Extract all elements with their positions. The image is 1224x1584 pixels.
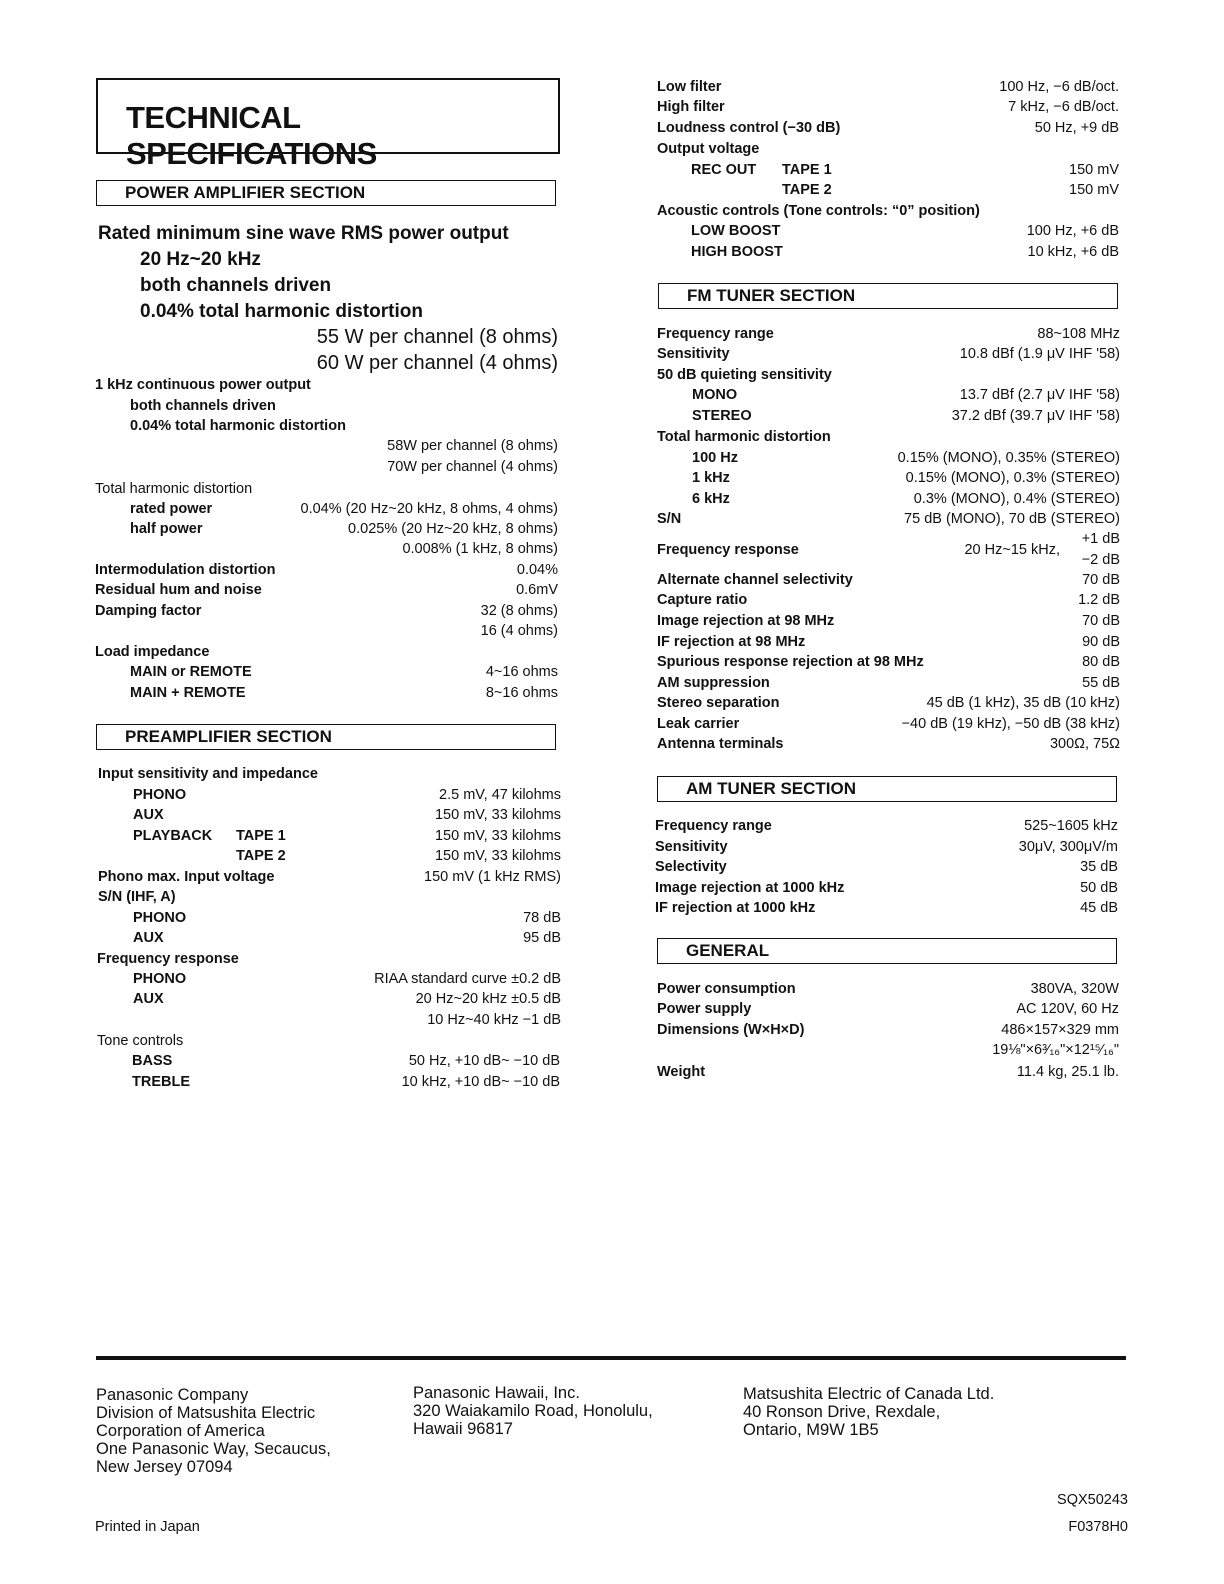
am-sensitivity-label: Sensitivity bbox=[655, 839, 728, 855]
rated-power-row bbox=[130, 501, 558, 521]
power-supply-value: AC 120V, 60 Hz bbox=[1016, 1001, 1119, 1017]
fm-stereo-label: STEREO bbox=[692, 408, 752, 424]
fm-thd-100-row bbox=[692, 450, 1120, 470]
power-amp-header-label: POWER AMPLIFIER SECTION bbox=[125, 183, 366, 202]
hum-value: 0.6mV bbox=[516, 582, 558, 598]
fm-freq-range-row bbox=[657, 326, 1120, 346]
imd-row bbox=[95, 562, 558, 582]
am-image-value: 50 dB bbox=[1080, 880, 1118, 896]
document-code: SQX50243 bbox=[1057, 1492, 1128, 1508]
rec-out-label: REC OUT bbox=[691, 162, 757, 178]
tape1-value: 150 mV, 33 kilohms bbox=[434, 828, 561, 844]
fm-if-row bbox=[657, 634, 1120, 654]
am-if-row bbox=[655, 900, 1118, 920]
half-power-label: half power bbox=[130, 521, 203, 537]
fm-separation-value: 45 dB (1 kHz), 35 dB (10 kHz) bbox=[926, 695, 1120, 711]
tape1-row bbox=[133, 828, 561, 848]
output-row bbox=[657, 141, 1119, 161]
rated-line-2: 20 Hz~20 kHz bbox=[140, 249, 261, 270]
thd-row bbox=[95, 481, 558, 501]
treble-label: TREBLE bbox=[132, 1074, 190, 1090]
am-freq-range-row bbox=[655, 818, 1118, 838]
fm-antenna-label: Antenna terminals bbox=[657, 736, 784, 752]
dimensions-label: Dimensions (W×H×D) bbox=[657, 1022, 805, 1038]
rated-value-4ohm: 60 W per channel (4 ohms) bbox=[316, 352, 558, 374]
treble-value: 10 kHz, +10 dB~ −10 dB bbox=[401, 1074, 560, 1090]
am-selectivity-row bbox=[655, 859, 1118, 879]
am-freq-range-value: 525~1605 kHz bbox=[1024, 818, 1118, 834]
aux-value: 150 mV, 33 kilohms bbox=[434, 807, 561, 823]
load-main-plus-value: 8~16 ohms bbox=[485, 685, 558, 701]
dimensions-row-2 bbox=[657, 1042, 1119, 1062]
fm-am-supp-label: AM suppression bbox=[657, 675, 770, 691]
damping-label: Damping factor bbox=[95, 603, 202, 619]
freq-aux-value-1: 20 Hz~20 kHz ±0.5 dB bbox=[415, 991, 561, 1007]
acoustic-row bbox=[657, 203, 1119, 223]
high-filter-value: 7 kHz, −6 dB/oct. bbox=[1008, 99, 1119, 115]
rec-tape1-label: TAPE 1 bbox=[782, 162, 832, 178]
high-filter-label: High filter bbox=[657, 99, 725, 115]
half-power-value-2: 0.008% (1 kHz, 8 ohms) bbox=[402, 541, 558, 557]
khz-value-1-text: 58W per channel (8 ohms) bbox=[387, 438, 558, 454]
load-label: Load impedance bbox=[95, 644, 210, 660]
tape2-value: 150 mV, 33 kilohms bbox=[434, 848, 561, 864]
bass-row bbox=[132, 1053, 560, 1073]
rec-tape2-row bbox=[691, 182, 1119, 202]
tone-row bbox=[97, 1033, 561, 1053]
general-header-label: GENERAL bbox=[686, 941, 770, 960]
playback-label: PLAYBACK bbox=[133, 828, 213, 844]
fm-freq-resp-label: Frequency response bbox=[657, 542, 799, 558]
damping-row-2 bbox=[95, 623, 558, 643]
fm-spurious-value: 80 dB bbox=[1082, 654, 1120, 670]
fm-mono-row bbox=[692, 387, 1120, 407]
load-row bbox=[95, 644, 558, 664]
weight-row bbox=[657, 1064, 1119, 1084]
am-freq-range-label: Frequency range bbox=[655, 818, 772, 834]
fm-thd-6k-row bbox=[692, 491, 1120, 511]
address-panasonic-company: Panasonic Company Division of Matsushita Electric Corporation of America One Panasonic Way, Secaucus, New Jersey 07094 bbox=[96, 1386, 331, 1476]
freq-label: Frequency response bbox=[97, 951, 239, 967]
title-box bbox=[96, 78, 560, 171]
input-row bbox=[98, 766, 560, 786]
fm-header bbox=[658, 283, 1118, 309]
power-consumption-label: Power consumption bbox=[657, 981, 796, 997]
phono-label: PHONO bbox=[133, 787, 187, 803]
sn-phono-row bbox=[133, 910, 561, 930]
aux-row bbox=[133, 807, 561, 827]
rec-tape1-row bbox=[691, 162, 1119, 182]
khz-line-3 bbox=[130, 418, 560, 438]
fm-header-label: FM TUNER SECTION bbox=[687, 286, 856, 305]
sn-row bbox=[98, 889, 561, 909]
high-boost-value: 10 kHz, +6 dB bbox=[1027, 244, 1119, 260]
khz-value-2-text: 70W per channel (4 ohms) bbox=[387, 459, 558, 475]
freq-phono-label: PHONO bbox=[133, 971, 187, 987]
power-supply-row bbox=[657, 1001, 1119, 1021]
fm-capture-row bbox=[657, 592, 1120, 612]
fm-stereo-value: 37.2 dBf (39.7 μV IHF '58) bbox=[951, 408, 1120, 424]
load-main-or-value: 4~16 ohms bbox=[485, 664, 558, 680]
fm-thd-1k-label: 1 kHz bbox=[692, 470, 730, 486]
printed-in-japan: Printed in Japan bbox=[95, 1519, 200, 1535]
low-filter-value: 100 Hz, −6 dB/oct. bbox=[999, 79, 1119, 95]
sn-phono-value: 78 dB bbox=[523, 910, 561, 926]
tape2-row bbox=[133, 848, 561, 868]
freq-aux-label: AUX bbox=[133, 991, 164, 1007]
low-filter-label: Low filter bbox=[657, 79, 722, 95]
fm-thd-label: Total harmonic distortion bbox=[657, 429, 831, 445]
fm-sensitivity-label: Sensitivity bbox=[657, 346, 730, 362]
rated-line-3: both channels driven bbox=[140, 275, 332, 296]
power-consumption-row bbox=[657, 981, 1119, 1001]
am-image-row bbox=[655, 880, 1118, 900]
half-power-row-2 bbox=[130, 541, 558, 561]
fm-sn-value: 75 dB (MONO), 70 dB (STEREO) bbox=[904, 511, 1120, 527]
phono-max-value: 150 mV (1 kHz RMS) bbox=[424, 869, 561, 885]
rec-tape2-label: TAPE 2 bbox=[782, 182, 832, 198]
fm-thd-1k-row bbox=[692, 470, 1120, 490]
fm-separation-label: Stereo separation bbox=[657, 695, 780, 711]
fm-freq-resp-value: 20 Hz~15 kHz, bbox=[964, 542, 1060, 558]
freq-aux-row-2 bbox=[133, 1012, 561, 1032]
damping-value-2: 16 (4 ohms) bbox=[480, 623, 558, 639]
tone-label: Tone controls bbox=[97, 1033, 184, 1049]
am-if-value: 45 dB bbox=[1080, 900, 1118, 916]
fm-thd-100-label: 100 Hz bbox=[692, 450, 738, 466]
output-label: Output voltage bbox=[657, 141, 760, 157]
rec-tape2-value: 150 mV bbox=[1069, 182, 1119, 198]
fm-am-supp-row bbox=[657, 675, 1120, 695]
fm-antenna-row bbox=[657, 736, 1120, 756]
fm-image-value: 70 dB bbox=[1082, 613, 1120, 629]
fm-image-label: Image rejection at 98 MHz bbox=[657, 613, 835, 629]
fm-sensitivity-row bbox=[657, 346, 1120, 366]
power-supply-label: Power supply bbox=[657, 1001, 752, 1017]
fm-thd-100-value: 0.15% (MONO), 0.35% (STEREO) bbox=[897, 450, 1120, 466]
load-main-or-row bbox=[130, 664, 558, 684]
preamp-header bbox=[96, 724, 556, 750]
am-header-label: AM TUNER SECTION bbox=[686, 779, 856, 798]
fm-leak-value: −40 dB (19 kHz), −50 dB (38 kHz) bbox=[901, 716, 1120, 732]
input-label: Input sensitivity and impedance bbox=[98, 766, 318, 782]
tape2-label: TAPE 2 bbox=[236, 848, 286, 864]
thd-label: Total harmonic distortion bbox=[95, 481, 253, 497]
am-header bbox=[657, 776, 1117, 802]
acoustic-label: Acoustic controls (Tone controls: “0” position) bbox=[657, 203, 980, 219]
tape1-label: TAPE 1 bbox=[236, 828, 286, 844]
dimensions-value-2: 19⅛"×6³⁄₁₆"×12¹⁵⁄₁₆" bbox=[992, 1042, 1119, 1058]
high-boost-row bbox=[691, 244, 1119, 264]
fm-freq-range-value: 88~108 MHz bbox=[1037, 326, 1120, 342]
sn-label: S/N (IHF, A) bbox=[98, 889, 176, 905]
address-matsushita-canada: Matsushita Electric of Canada Ltd. 40 Ronson Drive, Rexdale, Ontario, M9W 1B5 bbox=[743, 1385, 995, 1439]
aux-label: AUX bbox=[133, 807, 164, 823]
sn-phono-label: PHONO bbox=[133, 910, 187, 926]
rated-value-8ohm: 55 W per channel (8 ohms) bbox=[316, 326, 558, 348]
khz-line-2-text: both channels driven bbox=[130, 398, 276, 414]
page-title: TECHNICAL SPECIFICATIONS bbox=[126, 100, 377, 171]
khz-line-3-text: 0.04% total harmonic distortion bbox=[130, 418, 346, 434]
khz-line-1 bbox=[95, 377, 560, 397]
fm-separation-row bbox=[657, 695, 1120, 715]
sn-aux-label: AUX bbox=[133, 930, 164, 946]
load-main-or-label: MAIN or REMOTE bbox=[130, 664, 252, 680]
rated-power-value: 0.04% (20 Hz~20 kHz, 8 ohms, 4 ohms) bbox=[300, 501, 558, 517]
load-main-plus-label: MAIN + REMOTE bbox=[130, 685, 246, 701]
load-main-plus-row bbox=[130, 685, 558, 705]
sn-aux-row bbox=[133, 930, 561, 950]
freq-row bbox=[97, 951, 561, 971]
fm-thd-1k-value: 0.15% (MONO), 0.3% (STEREO) bbox=[905, 470, 1120, 486]
treble-row bbox=[132, 1074, 560, 1094]
fm-image-row bbox=[657, 613, 1120, 633]
fm-freq-range-label: Frequency range bbox=[657, 326, 774, 342]
fm-sensitivity-value: 10.8 dBf (1.9 μV IHF '58) bbox=[959, 346, 1120, 362]
khz-value-1 bbox=[95, 438, 558, 458]
high-filter-row bbox=[657, 99, 1119, 119]
bass-value: 50 Hz, +10 dB~ −10 dB bbox=[408, 1053, 560, 1069]
freq-phono-value: RIAA standard curve ±0.2 dB bbox=[374, 971, 561, 987]
revision-code: F0378H0 bbox=[1068, 1519, 1128, 1535]
fm-stereo-row bbox=[692, 408, 1120, 428]
phono-row bbox=[133, 787, 561, 807]
fm-freq-resp-plus: +1 dB bbox=[1081, 531, 1120, 547]
fm-quieting-row bbox=[657, 367, 1120, 387]
imd-label: Intermodulation distortion bbox=[95, 562, 276, 578]
dimensions-row bbox=[657, 1022, 1119, 1042]
khz-value-2 bbox=[95, 459, 558, 479]
fm-sn-row bbox=[657, 511, 1120, 531]
general-header bbox=[657, 938, 1117, 964]
phono-max-label: Phono max. Input voltage bbox=[98, 869, 275, 885]
rec-tape1-value: 150 mV bbox=[1069, 162, 1119, 178]
am-if-label: IF rejection at 1000 kHz bbox=[655, 900, 816, 916]
am-sensitivity-row bbox=[655, 839, 1118, 859]
am-image-label: Image rejection at 1000 kHz bbox=[655, 880, 845, 896]
half-power-value: 0.025% (20 Hz~20 kHz, 8 ohms) bbox=[348, 521, 558, 537]
khz-line-1-text: 1 kHz continuous power output bbox=[95, 377, 311, 393]
freq-aux-value-2: 10 Hz~40 kHz −1 dB bbox=[427, 1012, 561, 1028]
rated-power-label: rated power bbox=[130, 501, 213, 517]
hum-label: Residual hum and noise bbox=[95, 582, 262, 598]
fm-alt-channel-value: 70 dB bbox=[1082, 572, 1120, 588]
khz-line-2 bbox=[130, 398, 560, 418]
low-boost-value: 100 Hz, +6 dB bbox=[1026, 223, 1119, 239]
low-boost-row bbox=[691, 223, 1119, 243]
fm-thd-6k-value: 0.3% (MONO), 0.4% (STEREO) bbox=[913, 491, 1120, 507]
loudness-row bbox=[657, 120, 1119, 140]
weight-label: Weight bbox=[657, 1064, 706, 1080]
freq-phono-row bbox=[133, 971, 561, 991]
fm-capture-label: Capture ratio bbox=[657, 592, 748, 608]
fm-if-label: IF rejection at 98 MHz bbox=[657, 634, 806, 650]
damping-value-1: 32 (8 ohms) bbox=[480, 603, 558, 619]
footer-rule bbox=[96, 1356, 1126, 1360]
bass-label: BASS bbox=[132, 1053, 173, 1069]
freq-aux-row bbox=[133, 991, 561, 1011]
fm-sn-label: S/N bbox=[657, 511, 682, 527]
weight-value: 11.4 kg, 25.1 lb. bbox=[1016, 1064, 1119, 1080]
am-selectivity-label: Selectivity bbox=[655, 859, 727, 875]
low-filter-row bbox=[657, 79, 1119, 99]
fm-am-supp-value: 55 dB bbox=[1082, 675, 1120, 691]
fm-if-value: 90 dB bbox=[1082, 634, 1120, 650]
power-consumption-value: 380VA, 320W bbox=[1030, 981, 1119, 997]
sn-aux-value: 95 dB bbox=[523, 930, 561, 946]
preamp-header-label: PREAMPLIFIER SECTION bbox=[125, 727, 332, 746]
fm-mono-label: MONO bbox=[692, 387, 738, 403]
hum-row bbox=[95, 582, 558, 602]
address-panasonic-hawaii: Panasonic Hawaii, Inc. 320 Waiakamilo Road, Honolulu, Hawaii 96817 bbox=[413, 1384, 653, 1438]
fm-thd-6k-label: 6 kHz bbox=[692, 491, 730, 507]
fm-spurious-label: Spurious response rejection at 98 MHz bbox=[657, 654, 924, 670]
rated-line-4: 0.04% total harmonic distortion bbox=[140, 301, 423, 322]
fm-capture-value: 1.2 dB bbox=[1078, 592, 1120, 608]
fm-mono-value: 13.7 dBf (2.7 μV IHF '58) bbox=[959, 387, 1120, 403]
loudness-value: 50 Hz, +9 dB bbox=[1034, 120, 1119, 136]
fm-leak-label: Leak carrier bbox=[657, 716, 740, 732]
fm-leak-row bbox=[657, 716, 1120, 736]
power-amp-header bbox=[96, 180, 556, 206]
fm-quieting-label: 50 dB quieting sensitivity bbox=[657, 367, 832, 383]
am-selectivity-value: 35 dB bbox=[1080, 859, 1118, 875]
half-power-row bbox=[130, 521, 558, 541]
rated-line-1: Rated minimum sine wave RMS power output bbox=[98, 223, 509, 244]
high-boost-label: HIGH BOOST bbox=[691, 244, 783, 260]
fm-thd-row bbox=[657, 429, 1120, 449]
fm-antenna-value: 300Ω, 75Ω bbox=[1049, 736, 1120, 752]
fm-freq-resp-row bbox=[657, 531, 1120, 568]
damping-row bbox=[95, 603, 558, 623]
am-sensitivity-value: 30μV, 300μV/m bbox=[1018, 839, 1118, 855]
fm-alt-channel-label: Alternate channel selectivity bbox=[657, 572, 853, 588]
dimensions-value: 486×157×329 mm bbox=[1001, 1022, 1119, 1038]
fm-alt-channel-row bbox=[657, 572, 1120, 592]
low-boost-label: LOW BOOST bbox=[691, 223, 781, 239]
phono-max-row bbox=[98, 869, 561, 889]
fm-spurious-row bbox=[657, 654, 1120, 674]
fm-freq-resp-minus: −2 dB bbox=[1081, 552, 1120, 568]
loudness-label: Loudness control (−30 dB) bbox=[657, 120, 841, 136]
phono-value: 2.5 mV, 47 kilohms bbox=[439, 787, 561, 803]
imd-value: 0.04% bbox=[516, 562, 558, 578]
